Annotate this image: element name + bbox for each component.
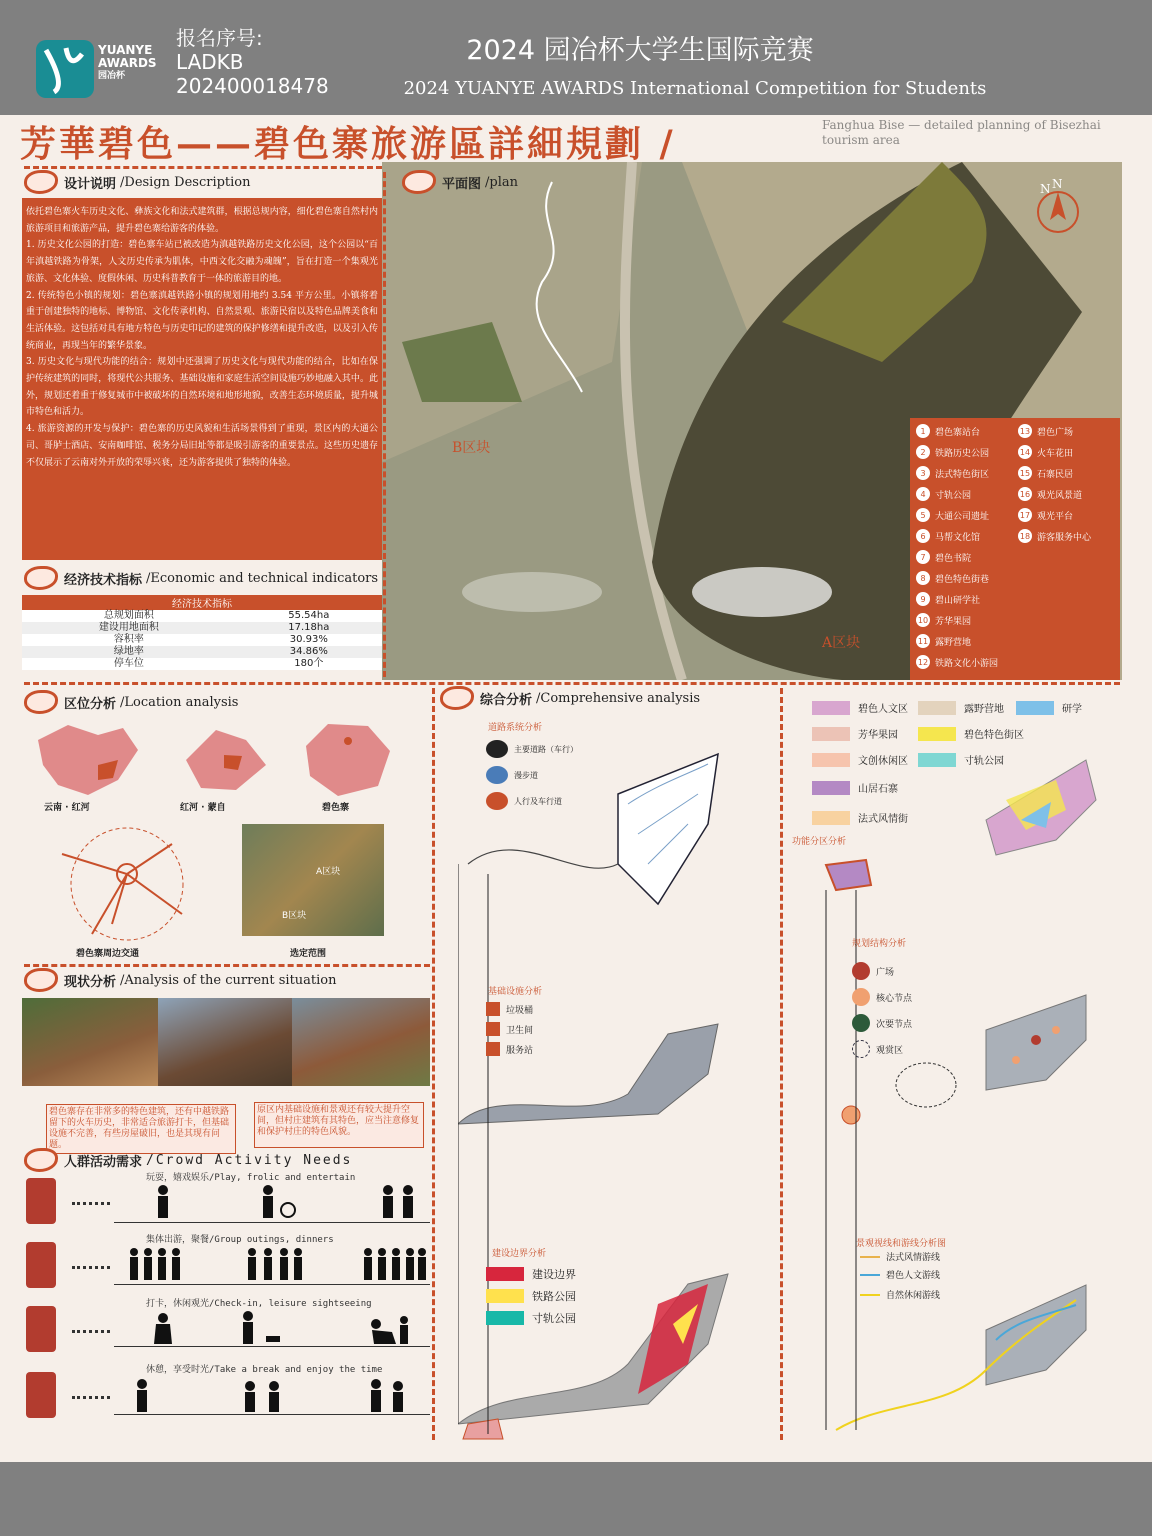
silhouette-icon — [236, 1378, 286, 1414]
legend-item: 18 游客服务中心 — [1018, 529, 1091, 543]
row-baseline — [114, 1346, 430, 1347]
legend-item: 10 芳华果园 — [916, 613, 971, 627]
legend-item: 15 石寨民居 — [1018, 466, 1073, 480]
road-analysis-title: 道路系统分析 — [488, 723, 543, 733]
structure-key: 广场 — [852, 962, 894, 980]
boundary-key: 建设边界 — [486, 1266, 576, 1282]
silhouette-icon — [130, 1378, 180, 1414]
infra-key-toilet: 卫生间 — [486, 1022, 533, 1036]
structure-key: 观赏区 — [852, 1040, 903, 1058]
crowd-row-label: 打卡，休闲观光/Check-in, leisure sightseeing — [146, 1299, 372, 1309]
footer-band — [0, 1462, 1152, 1536]
zone-key: 寸轨公园 — [918, 752, 1004, 767]
current-note-2: 原区内基础设施和景观还有较大提升空间，但村庄建筑有其特色，应当注意修复和保护村庄的特色风貌。 — [254, 1102, 424, 1148]
location-divider — [24, 964, 430, 967]
current-photo-train — [158, 998, 292, 1086]
boundary-analysis-title: 建设边界分析 — [492, 1249, 547, 1259]
dotted-connector — [72, 1202, 110, 1205]
table-row: 容积率 30.93% — [22, 634, 382, 646]
row-baseline — [114, 1222, 430, 1223]
trash-icon — [486, 1002, 500, 1016]
toilet-icon — [486, 1022, 500, 1036]
zone-key: 碧色人文区 — [812, 700, 908, 715]
table-row: 停车位 180个 — [22, 658, 382, 670]
mengzi-map — [298, 716, 398, 804]
plan-divider — [383, 172, 386, 677]
zone-key: 文创休闲区 — [812, 752, 908, 767]
dotted-connector — [72, 1266, 110, 1269]
boundary-key: 铁路公园 — [486, 1288, 576, 1304]
legend-item: 4 寸轨公园 — [916, 487, 971, 501]
table-row: 建设用地面积 17.18ha — [22, 622, 382, 634]
structure-analysis-title: 规划结构分析 — [852, 939, 907, 949]
map-label-bisezhai: 碧色寨 — [322, 803, 350, 813]
structure-key: 次要节点 — [852, 1014, 912, 1032]
project-title: 芳華碧色——碧色寨旅游區詳細規劃 / — [20, 123, 676, 162]
map-label-honghe: 红河 · 蒙自 — [180, 803, 226, 813]
north-label: N — [1040, 182, 1051, 196]
crowd-row-label: 集体出游，聚餐/Group outings, dinners — [146, 1235, 334, 1245]
reg-number: 202400018478 — [176, 74, 329, 98]
infra-analysis-title: 基础设施分析 — [488, 987, 543, 997]
zone-key: 露野营地 — [918, 700, 1004, 715]
legend-item: 13 碧色广场 — [1018, 424, 1073, 438]
silhouette-icon — [138, 1310, 188, 1346]
legend-item: 1 碧色寨站台 — [916, 424, 980, 438]
comprehensive-left-divider — [432, 688, 435, 1440]
core-node-icon — [852, 988, 870, 1006]
current-photo-house — [22, 998, 158, 1086]
plan-label-a: A区块 — [822, 635, 861, 651]
range-aerial-image — [242, 824, 384, 936]
row-baseline — [114, 1414, 430, 1415]
project-title-en: Fanghua Bise — detailed planning of Bisezhai tourism area — [822, 118, 1101, 147]
section-blob-icon — [24, 566, 58, 590]
yuanye-logo-icon — [36, 40, 94, 98]
legend-item: 8 碧色特色街巷 — [916, 571, 989, 585]
crowd-section-title: 人群活动需求 /Crowd Activity Needs — [24, 1148, 352, 1172]
range-label: 选定范围 — [290, 949, 327, 959]
plan-label-b: B区块 — [452, 440, 491, 456]
traffic-diagram — [52, 824, 192, 948]
view-area-icon — [852, 1040, 870, 1058]
zone-key: 山居石寨 — [812, 780, 898, 795]
boundary-key: 寸轨公园 — [486, 1310, 576, 1326]
dotted-connector — [72, 1396, 110, 1399]
competition-title-en: 2024 YUANYE AWARDS International Competition for Students — [403, 78, 987, 99]
traffic-label: 碧色寨周边交通 — [76, 949, 140, 959]
section-blob-icon — [440, 686, 474, 710]
child-icon — [26, 1178, 56, 1224]
silhouette-icon — [360, 1246, 428, 1282]
zone-key: 芳华果园 — [812, 726, 898, 741]
economic-section-title: 经济技术指标 /Economic and technical indicators — [24, 566, 378, 590]
current-photo-village — [292, 998, 430, 1086]
silhouette-icon — [138, 1184, 188, 1220]
dotted-connector — [72, 1330, 110, 1333]
registration-block — [176, 26, 329, 98]
crowd-row-label: 玩耍，嬉戏娱乐/Play, frolic and entertain — [146, 1173, 356, 1183]
range-label-a: A区块 — [316, 867, 341, 877]
section-blob-icon — [402, 170, 436, 194]
silhouette-icon — [372, 1184, 422, 1220]
reg-label: 报名序号: — [176, 26, 263, 50]
silhouette-icon — [236, 1310, 286, 1346]
legend-item: 7 碧色书院 — [916, 550, 971, 564]
plan-bottom-divider — [24, 682, 1120, 685]
silhouette-icon — [126, 1246, 186, 1282]
secondary-node-icon — [852, 1014, 870, 1032]
legend-item: 2 铁路历史公园 — [916, 445, 989, 459]
crowd-row-label: 休憩，享受时光/Take a break and enjoy the time — [146, 1365, 383, 1375]
economic-table-header: 经济技术指标 — [22, 595, 382, 610]
family-icon — [26, 1242, 56, 1288]
infra-key-station: 服务站 — [486, 1042, 533, 1056]
comprehensive-section-title: 综合分析 /Comprehensive analysis — [440, 686, 700, 710]
zone-line-art — [806, 740, 1116, 1440]
structure-key: 核心节点 — [852, 988, 912, 1006]
logo-text: YUANYE AWARDS 园冶杯 — [98, 43, 157, 81]
plan-legend — [910, 418, 1120, 680]
silhouette-icon — [362, 1378, 412, 1414]
route-key: 自然休闲游线 — [860, 1288, 940, 1301]
section-blob-icon — [24, 968, 58, 992]
legend-item: 12 铁路文化小游园 — [916, 655, 998, 669]
zone-analysis-title: 功能分区分析 — [792, 837, 847, 847]
road-key-main: 主要道路（车行） — [486, 740, 578, 758]
competition-title-cn: 2024 园冶杯大学生国际竞赛 — [466, 35, 814, 66]
plan-section-title: 平面图 /plan — [402, 170, 518, 194]
elderly-icon — [26, 1372, 56, 1418]
legend-item: 14 火车花田 — [1018, 445, 1073, 459]
infra-key-bin: 垃圾桶 — [486, 1002, 533, 1016]
section-blob-icon — [24, 170, 58, 194]
silhouette-icon — [250, 1184, 300, 1220]
legend-item: 5 大通公司遗址 — [916, 508, 989, 522]
house-icon — [486, 1042, 500, 1056]
location-section-title: 区位分析 /Location analysis — [24, 690, 238, 714]
current-section-title: 现状分析 /Analysis of the current situation — [24, 968, 337, 992]
section-blob-icon — [24, 1148, 58, 1172]
route-analysis-title: 景观视线和游线分析图 — [856, 1239, 947, 1249]
row-baseline — [114, 1284, 430, 1285]
analysis-line-art — [458, 744, 788, 1444]
zone-key: 研学 — [1016, 700, 1082, 715]
honghe-map — [176, 720, 276, 804]
route-key: 法式风情游线 — [860, 1250, 940, 1263]
plaza-icon — [852, 962, 870, 980]
map-label-yunnan: 云南 · 红河 — [44, 803, 90, 813]
svg-text:N: N — [1052, 177, 1063, 191]
design-section-title: 设计说明 /Design Description — [24, 170, 251, 194]
adult-icon — [26, 1306, 56, 1352]
route-key: 碧色人文游线 — [860, 1268, 940, 1281]
legend-item: 3 法式特色街区 — [916, 466, 989, 480]
road-key-mixed: 人行及车行道 — [486, 792, 562, 810]
silhouette-icon — [242, 1246, 306, 1282]
legend-item: 16 观光风景道 — [1018, 487, 1082, 501]
legend-item: 9 碧山研学社 — [916, 592, 980, 606]
table-row: 总规划面积 55.54ha — [22, 610, 382, 622]
range-label-b: B区块 — [282, 911, 307, 921]
legend-item: 11 露野营地 — [916, 634, 971, 648]
legend-item: 17 观光平台 — [1018, 508, 1073, 522]
section-blob-icon — [24, 690, 58, 714]
reg-code: LADKB — [176, 50, 244, 74]
yunnan-map — [28, 720, 148, 804]
zone-key: 碧色特色街区 — [918, 726, 1024, 741]
legend-item: 6 马帮文化馆 — [916, 529, 980, 543]
silhouette-icon — [362, 1310, 412, 1346]
road-key-walk: 漫步道 — [486, 766, 538, 784]
zone-key: 法式风情街 — [812, 810, 908, 825]
economic-table — [22, 595, 382, 673]
table-row: 绿地率 34.86% — [22, 646, 382, 658]
current-note-1: 碧色寨存在非常多的特色建筑，还有中越铁路留下的火车历史，非常适合旅游打卡，但基础设施不完善，有些房屋破旧，也是其现有问题。 — [46, 1104, 236, 1154]
design-description: 依托碧色寨火车历史文化、彝族文化和法式建筑群，根据总规内容，细化碧色寨自然村内旅游项目和旅游产品，提升碧色寨给游客的体验。 1. 历史文化公园的打造：碧色寨车站已被改造为滇越铁路历史文化公园，这个公园以“百年滇越铁路为骨架，人文历史传承为肌体，中西文化交融为魂魄”，旨在打造一个集观光旅游、文化体验、度假休闲、历史科普教育于一体的旅游目的地。 2. 传统特色小镇的规划：碧色寨滇越铁路小镇的规划用地约 3.54 平方公里。小镇将着重于创建独特的地标、博物馆、文化传承机构、自然景观、旅游民宿以及特色品牌美食和生活体验。这包括对具有地方特色与历史印记的建筑的保护修缮和提升改造，以及引入传统商业，再现当年的繁华景象。 3. 历史文化与现代功能的结合：规划中还强调了历史文化与现代功能的结合，比如在保护传统建筑的同时，将现代公共服务、基础设施和家庭生活空间设施巧妙地融入其中。此外，规划还着重于修复城市中被破坏的自然环境和地形地貌，改善生态环境质量，提升城市特色和活力。 4. 旅游资源的开发与保护：碧色寨的历史风貌和生活场景得到了重现，景区内的大通公司、哥胪士酒店、安南咖啡馆、税务分局旧址等都是吸引游客的重要景点。这些历史遗存不仅展示了云南对外开放的荣辱兴衰，还为游客提供了独特的体验。 — [22, 198, 382, 560]
